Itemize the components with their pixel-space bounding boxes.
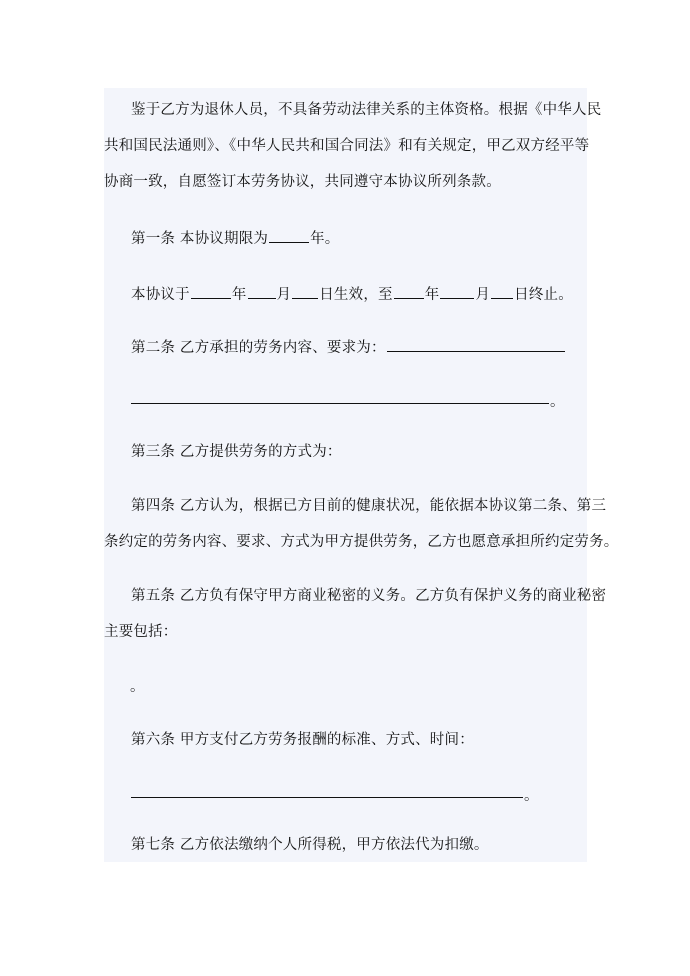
article-1-suffix: 年。 — [310, 231, 340, 247]
effective-text-5: 年 — [424, 287, 440, 303]
preamble-line-2: 共和国民法通则》、《中华人民共和国合同法》和有关规定，甲乙双方经平等 — [104, 138, 590, 154]
start-year-blank[interactable] — [191, 284, 231, 299]
article-2-period: 。 — [550, 394, 565, 410]
payment-terms-blank[interactable] — [131, 797, 523, 798]
effective-text-6: 月 — [475, 287, 491, 303]
effective-text-4: 日生效，至 — [319, 287, 393, 303]
service-content-blank[interactable] — [387, 337, 565, 352]
article-6-period: 。 — [524, 788, 539, 804]
effective-dates — [131, 284, 651, 305]
start-day-blank[interactable] — [292, 284, 318, 299]
start-month-blank[interactable] — [248, 284, 276, 299]
article-4-line-1: 第四条 乙方认为，根据已方目前的健康状况，能依据本协议第二条、第三 — [131, 498, 607, 514]
article-7: 第七条 乙方依法缴纳个人所得税，甲方依法代为扣缴。 — [131, 837, 489, 853]
end-year-blank[interactable] — [394, 284, 424, 299]
effective-text-3: 月 — [276, 287, 292, 303]
effective-text-1: 本协议于 — [131, 287, 190, 303]
end-month-blank[interactable] — [440, 284, 474, 299]
article-4-line-2: 条约定的劳务内容、要求、方式为甲方提供劳务，乙方也愿意承担所约定劳务。 — [104, 534, 619, 550]
effective-text-7: 日终止。 — [514, 287, 573, 303]
article-5-line-1: 第五条 乙方负有保守甲方商业秘密的义务。乙方负有保护义务的商业秘密 — [131, 588, 607, 604]
term-years-blank[interactable] — [269, 228, 309, 243]
article-3: 第三条 乙方提供劳务的方式为： — [131, 444, 342, 460]
end-day-blank[interactable] — [491, 284, 513, 299]
service-content-blank-line-2[interactable] — [131, 403, 549, 404]
article-6: 第六条 甲方支付乙方劳务报酬的标准、方式、时间： — [131, 732, 474, 748]
article-5-period: 。 — [130, 679, 145, 695]
article-1 — [131, 228, 651, 249]
article-2-text: 第二条 乙方承担的劳务内容、要求为： — [131, 340, 386, 356]
effective-text-2: 年 — [231, 287, 247, 303]
article-2 — [131, 337, 651, 358]
preamble-line-3: 协商一致，自愿签订本劳务协议，共同遵守本协议所列条款。 — [104, 174, 501, 190]
preamble-line-1: 鉴于乙方为退休人员，不具备劳动法律关系的主体资格。根据《中华人民 — [131, 102, 602, 118]
article-5-line-2: 主要包括： — [104, 624, 178, 640]
article-1-prefix: 第一条 本协议期限为 — [131, 231, 269, 247]
